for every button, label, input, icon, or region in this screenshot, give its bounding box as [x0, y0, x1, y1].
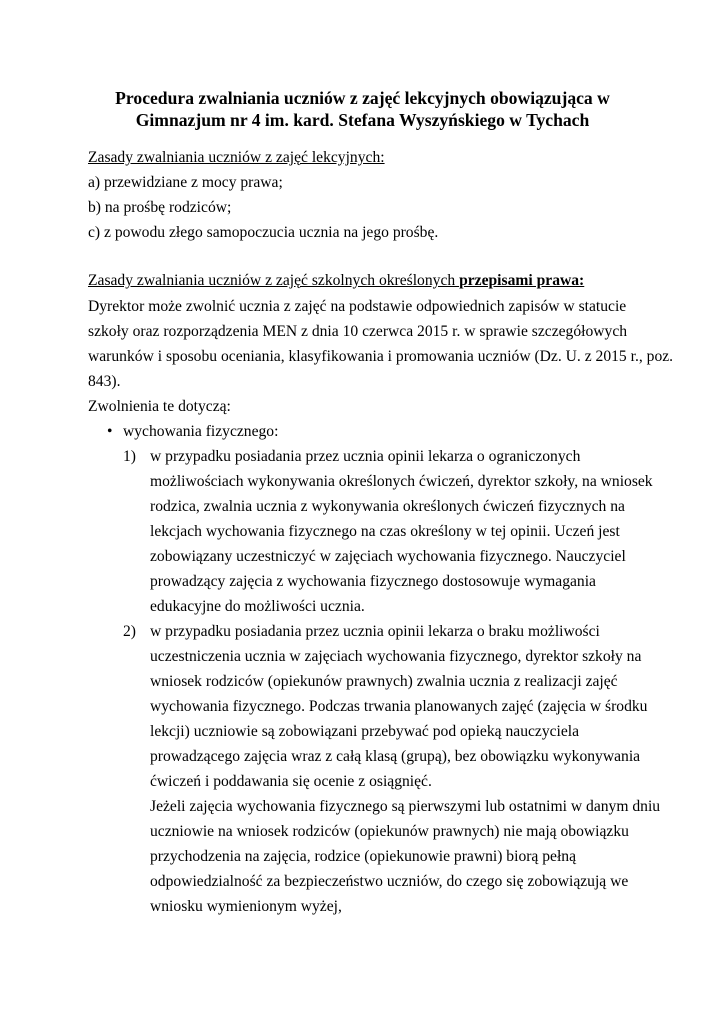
section2-heading-emphasis: przepisami prawa:	[459, 272, 585, 289]
point1-line: prowadzący zajęcia z wychowania fizycznego dostosowuje wymagania	[150, 573, 596, 590]
point2-number: 2)	[123, 623, 136, 640]
section1-heading: Zasady zwalniania uczniów z zajęć lekcyjnych:	[88, 149, 385, 166]
point1-number: 1)	[123, 448, 136, 465]
paragraph-line: szkoły oraz rozporządzenia MEN z dnia 10 czerwca 2015 r. w sprawie szczegółowych	[88, 323, 628, 340]
point2-line: wniosek rodziców (opiekunów prawnych) zwalnia ucznia z realizacji zajęć	[150, 673, 618, 690]
point2-line: odpowiedzialność za bezpieczeństwo uczniów, do czego się zobowiązują we	[150, 873, 629, 890]
point2-line: wniosku wymienionym wyżej,	[150, 898, 342, 915]
bullet-label: wychowania fizycznego:	[123, 423, 279, 440]
point1-line: rodzica, zwalnia ucznia z wykonywania określonych ćwiczeń fizycznych na	[150, 498, 625, 515]
point2-line: uczniowie na wniosek rodziców (opiekunów prawnych) nie mają obowiązku	[150, 823, 629, 840]
point1-line: edukacyjne do możliwości ucznia.	[150, 598, 365, 615]
point2-line: przychodzenia na zajęcia, rodzice (opiekunowie prawni) biorą pełną	[150, 848, 577, 865]
section1-item-b: b) na prośbę rodziców;	[88, 199, 232, 216]
point1-line: lekcjach wychowania fizycznego na czas określony w tej opinii. Uczeń jest	[150, 523, 620, 540]
point2-line: uczestniczenia ucznia w zajęciach wychowania fizycznego, dyrektor szkoły na	[150, 648, 642, 665]
section2-heading-text: Zasady zwalniania uczniów z zajęć szkolnych określonych	[88, 272, 460, 289]
point2-line: prowadzącego zajęcia wraz z całą klasą (grupą), bez obowiązku wykonywania	[150, 748, 641, 765]
section1-item-a: a) przewidziane z mocy prawa;	[88, 174, 283, 191]
exemptions-intro: Zwolnienia te dotyczą:	[88, 398, 231, 415]
point2-line: lekcji) uczniowie są zobowiązani przebywać pod opieką nauczyciela	[150, 723, 580, 740]
point1-line: w przypadku posiadania przez ucznia opinii lekarza o ograniczonych	[150, 448, 581, 465]
point2-line: w przypadku posiadania przez ucznia opinii lekarza o braku możliwości	[150, 623, 600, 640]
point2-line: Jeżeli zajęcia wychowania fizycznego są pierwszymi lub ostatnimi w danym dniu	[150, 798, 661, 815]
section2-heading	[88, 271, 584, 291]
point1-line: zobowiązany uczestniczyć w zajęciach wychowania fizycznego. Nauczyciel	[150, 548, 626, 565]
title-line-2: Gimnazjum nr 4 im. kard. Stefana Wyszyńskiego w Tychach	[135, 110, 590, 130]
paragraph-line: 843).	[88, 373, 121, 390]
point2-line: ćwiczeń i poddawania się ocenie z osiągnięć.	[150, 773, 432, 790]
bullet-icon: •	[107, 423, 113, 440]
point2-line: wychowania fizycznego. Podczas trwania planowanych zajęć (zajęcia w środku	[150, 698, 648, 715]
point1-line: możliwościach wykonywania określonych ćwiczeń, dyrektor szkoły, na wniosek	[150, 473, 653, 490]
paragraph-line: warunków i sposobu oceniania, klasyfikowania i promowania uczniów (Dz. U. z 2015 r., poz.	[88, 348, 674, 365]
document-title	[60, 87, 665, 131]
title-line-1: Procedura zwalniania uczniów z zajęć lekcyjnych obowiązująca w	[115, 88, 610, 108]
paragraph-line: Dyrektor może zwolnić ucznia z zajęć na podstawie odpowiednich zapisów w statucie	[88, 298, 627, 315]
section1-item-c: c) z powodu złego samopoczucia ucznia na jego prośbę.	[88, 224, 439, 241]
